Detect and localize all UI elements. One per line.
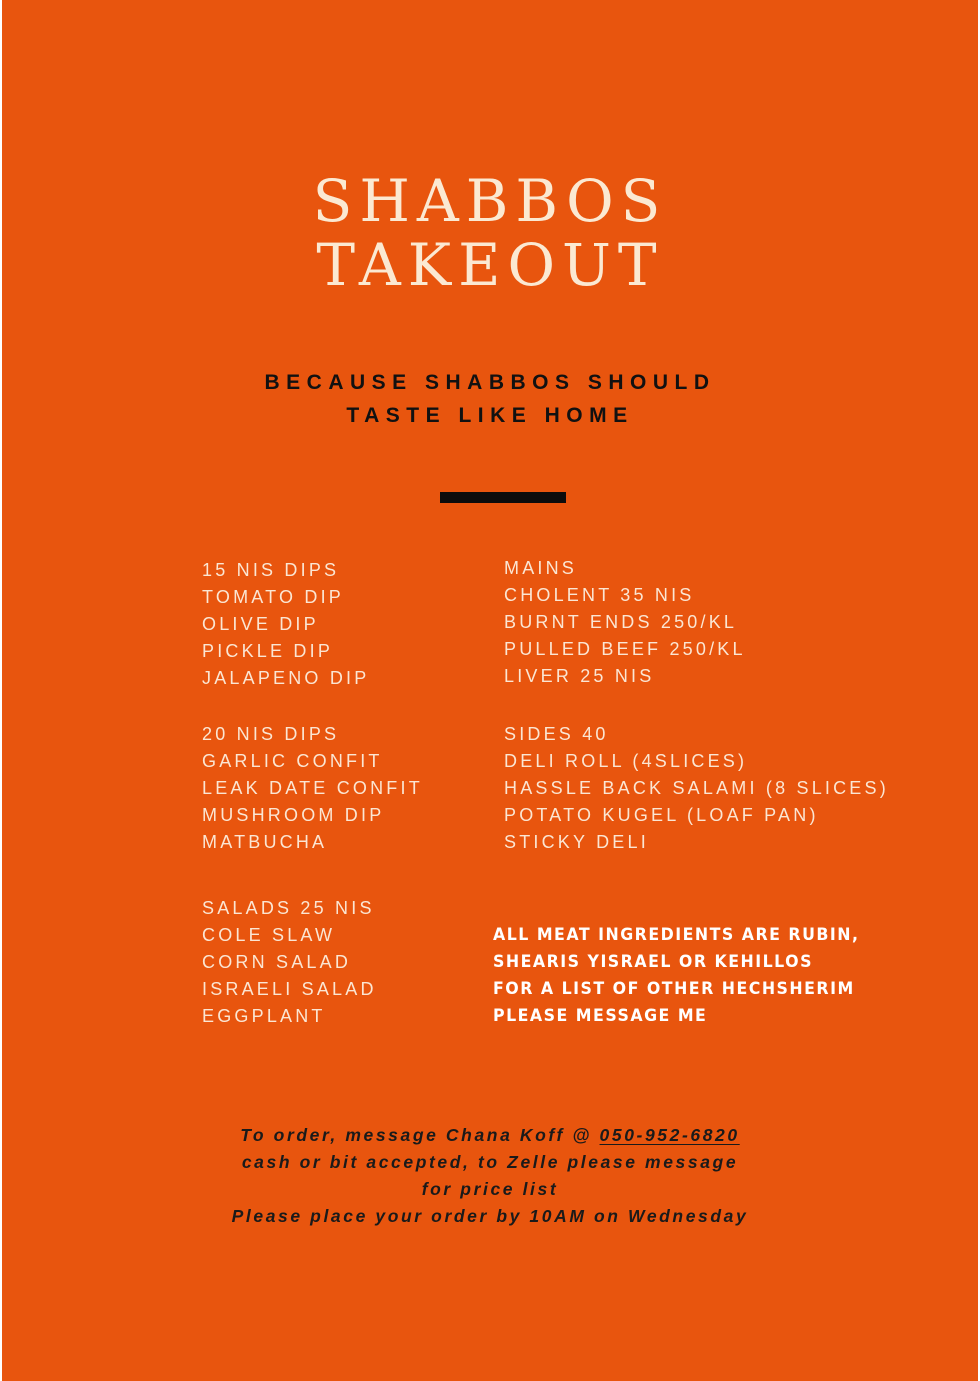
kashrus-notice-line: PLEASE MESSAGE ME xyxy=(493,1006,708,1026)
menu-item: OLIVE DIP xyxy=(202,614,319,634)
menu-heading-salads: SALADS 25 NIS xyxy=(202,898,375,918)
divider-bar xyxy=(440,492,566,503)
phone-number[interactable]: 050-952-6820 xyxy=(599,1125,740,1145)
menu-heading-dips-15: 15 NIS DIPS xyxy=(202,560,340,580)
menu-heading-dips-20: 20 NIS DIPS xyxy=(202,724,340,744)
price-list-line: for price list xyxy=(421,1179,559,1199)
menu-item: MATBUCHA xyxy=(202,832,328,852)
menu-item: GARLIC CONFIT xyxy=(202,751,383,771)
deadline-line: Please place your order by 10AM on Wednesday xyxy=(231,1206,749,1226)
order-contact-line xyxy=(0,1122,980,1149)
menu-item: LEAK DATE CONFIT xyxy=(202,778,423,798)
order-prefix: To order, message Chana Koff @ xyxy=(240,1125,600,1145)
menu-item: BURNT ENDS 250/KL xyxy=(504,612,738,632)
menu-item: ISRAELI SALAD xyxy=(202,979,377,999)
tagline-line-2: TASTE LIKE HOME xyxy=(346,404,634,427)
menu-item: LIVER 25 NIS xyxy=(504,666,655,686)
menu-item: CORN SALAD xyxy=(202,952,352,972)
menu-item: TOMATO DIP xyxy=(202,587,345,607)
menu-item: EGGPLANT xyxy=(202,1006,326,1026)
menu-item: POTATO KUGEL (LOAF PAN) xyxy=(504,805,819,825)
title-line-2: TAKEOUT xyxy=(316,231,664,299)
menu-item: MUSHROOM DIP xyxy=(202,805,385,825)
menu-item: PICKLE DIP xyxy=(202,641,334,661)
menu-heading-mains: MAINS xyxy=(504,558,578,578)
title-line-1: SHABBOS xyxy=(312,167,668,235)
menu-item: STICKY DELI xyxy=(504,832,649,852)
kashrus-notice-line: FOR A LIST OF OTHER HECHSHERIM xyxy=(493,979,855,999)
menu-item: HASSLE BACK SALAMI (8 SLICES) xyxy=(504,778,889,798)
menu-item: COLE SLAW xyxy=(202,925,336,945)
tagline-line-1: BECAUSE SHABBOS SHOULD xyxy=(264,371,716,394)
payment-line: cash or bit accepted, to Zelle please message xyxy=(241,1152,739,1172)
menu-heading-sides: SIDES 40 xyxy=(504,724,609,744)
kashrus-notice-line: ALL MEAT INGREDIENTS ARE RUBIN, xyxy=(493,925,860,945)
menu-item: PULLED BEEF 250/KL xyxy=(504,639,746,659)
kashrus-notice-line: SHEARIS YISRAEL OR KEHILLOS xyxy=(493,952,813,972)
menu-item: DELI ROLL (4SLICES) xyxy=(504,751,748,771)
menu-item: JALAPENO DIP xyxy=(202,668,370,688)
menu-item: CHOLENT 35 NIS xyxy=(504,585,695,605)
